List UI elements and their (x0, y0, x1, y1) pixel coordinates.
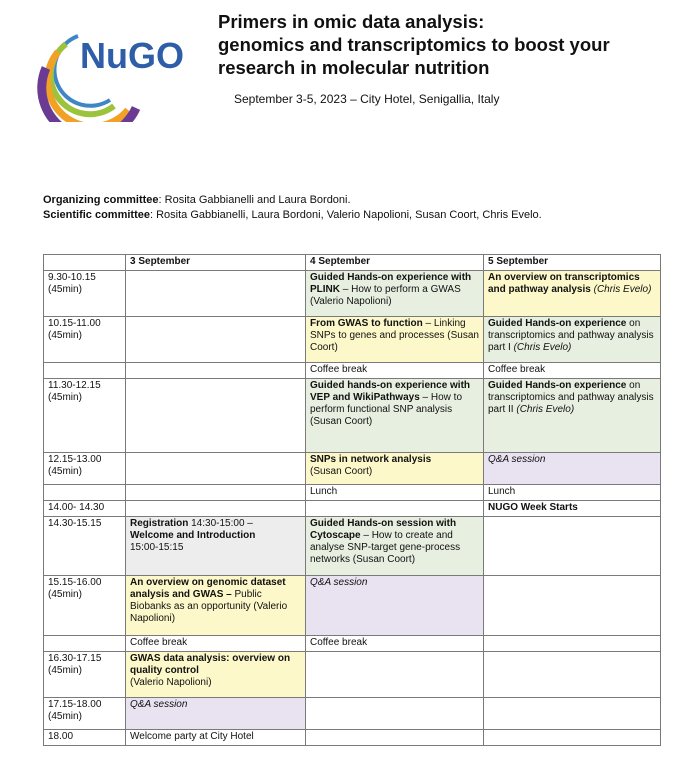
nugo-logo (18, 22, 198, 122)
committees (43, 193, 542, 222)
title-line-1: Primers in omic data analysis: (218, 11, 485, 32)
day3-cell (126, 363, 306, 379)
table-row (44, 317, 661, 363)
day5-cell: Guided Hands-on experience on transcriptomics and pathway analysis part I (Chris Evelo) (484, 317, 661, 363)
day4-cell: From GWAS to function – Linking SNPs to genes and processes (Susan Coort) (306, 317, 484, 363)
organizing-label: Organizing committee (43, 194, 159, 206)
header-day-3: 3 September (126, 255, 306, 271)
day5-cell: Coffee break (484, 363, 661, 379)
table-row (44, 363, 661, 379)
organizing-value: : Rosita Gabbianelli and Laura Bordoni. (158, 194, 351, 206)
time-cell: 16.30-17.15 (45min) (44, 652, 126, 698)
day5-cell: Q&A session (484, 453, 661, 485)
day5-cell (484, 517, 661, 576)
time-cell: 12.15-13.00 (45min) (44, 453, 126, 485)
day5-cell: NUGO Week Starts (484, 501, 661, 517)
day5-cell (484, 636, 661, 652)
logo-text: NuGO (80, 35, 184, 76)
table-row (44, 730, 661, 746)
day3-cell (126, 271, 306, 317)
day4-cell (306, 698, 484, 730)
day3-cell: Coffee break (126, 636, 306, 652)
header-day-5: 5 September (484, 255, 661, 271)
day4-cell: Guided Hands-on experience with PLINK – How to perform a GWAS (Valerio Napolioni) (306, 271, 484, 317)
day3-cell (126, 501, 306, 517)
day4-cell: Q&A session (306, 576, 484, 636)
schedule-table (43, 254, 661, 746)
day5-cell (484, 576, 661, 636)
time-cell: 15.15-16.00 (45min) (44, 576, 126, 636)
header-day-4: 4 September (306, 255, 484, 271)
time-cell: 14.00- 14.30 (44, 501, 126, 517)
organizing-committee (43, 193, 542, 208)
day3-cell: GWAS data analysis: overview on quality control (Valerio Napolioni) (126, 652, 306, 698)
day4-cell: Guided Hands-on session with Cytoscape – How to create and analyse SNP-target gene-process networks (Susan Coort) (306, 517, 484, 576)
title-block (218, 10, 668, 79)
day3-cell (126, 317, 306, 363)
table-row (44, 271, 661, 317)
table-row (44, 517, 661, 576)
scientific-value: : Rosita Gabbianelli, Laura Bordoni, Valerio Napolioni, Susan Coort, Chris Evelo. (149, 208, 542, 221)
table-row (44, 576, 661, 636)
day5-cell: Guided Hands-on experience on transcriptomics and pathway analysis part II (Chris Evelo) (484, 379, 661, 453)
day5-cell (484, 698, 661, 730)
scientific-committee (43, 208, 542, 223)
scientific-label: Scientific committee (43, 208, 150, 221)
day3-cell (126, 379, 306, 453)
table-row (44, 636, 661, 652)
day4-cell: Lunch (306, 485, 484, 501)
time-cell (44, 636, 126, 652)
day3-cell: Registration 14:30-15:00 – Welcome and Introduction 15:00-15:15 (126, 517, 306, 576)
day3-cell: Q&A session (126, 698, 306, 730)
day4-cell (306, 652, 484, 698)
header-row (44, 255, 661, 271)
day4-cell: Guided hands-on experience with VEP and WikiPathways – How to perform functional SNP analysis (Susan Coort) (306, 379, 484, 453)
day5-cell: An overview on transcriptomics and pathway analysis (Chris Evelo) (484, 271, 661, 317)
day5-cell (484, 730, 661, 746)
table-row (44, 453, 661, 485)
time-cell: 17.15-18.00 (45min) (44, 698, 126, 730)
table-row (44, 485, 661, 501)
day3-cell: Welcome party at City Hotel (126, 730, 306, 746)
day4-cell: Coffee break (306, 636, 484, 652)
title-line-2: genomics and transcriptomics to boost your (218, 34, 610, 55)
day5-cell: Lunch (484, 485, 661, 501)
table-row (44, 379, 661, 453)
day4-cell: SNPs in network analysis (Susan Coort) (306, 453, 484, 485)
day4-cell: Coffee break (306, 363, 484, 379)
day5-cell (484, 652, 661, 698)
day4-cell (306, 501, 484, 517)
day3-cell: An overview on genomic dataset analysis and GWAS – Public Biobanks as an opportunity (Valerio Napolioni) (126, 576, 306, 636)
header-time (44, 255, 126, 271)
day3-cell (126, 453, 306, 485)
time-cell: 9.30-10.15 (45min) (44, 271, 126, 317)
table-row (44, 652, 661, 698)
table-row (44, 698, 661, 730)
time-cell (44, 485, 126, 501)
time-cell: 18.00 (44, 730, 126, 746)
title-line-3: research in molecular nutrition (218, 57, 490, 78)
time-cell (44, 363, 126, 379)
time-cell: 14.30-15.15 (44, 517, 126, 576)
day4-cell (306, 730, 484, 746)
time-cell: 11.30-12.15 (45min) (44, 379, 126, 453)
event-subtitle: September 3-5, 2023 – City Hotel, Senigallia, Italy (234, 92, 500, 106)
time-cell: 10.15-11.00 (45min) (44, 317, 126, 363)
table-row (44, 501, 661, 517)
day3-cell (126, 485, 306, 501)
